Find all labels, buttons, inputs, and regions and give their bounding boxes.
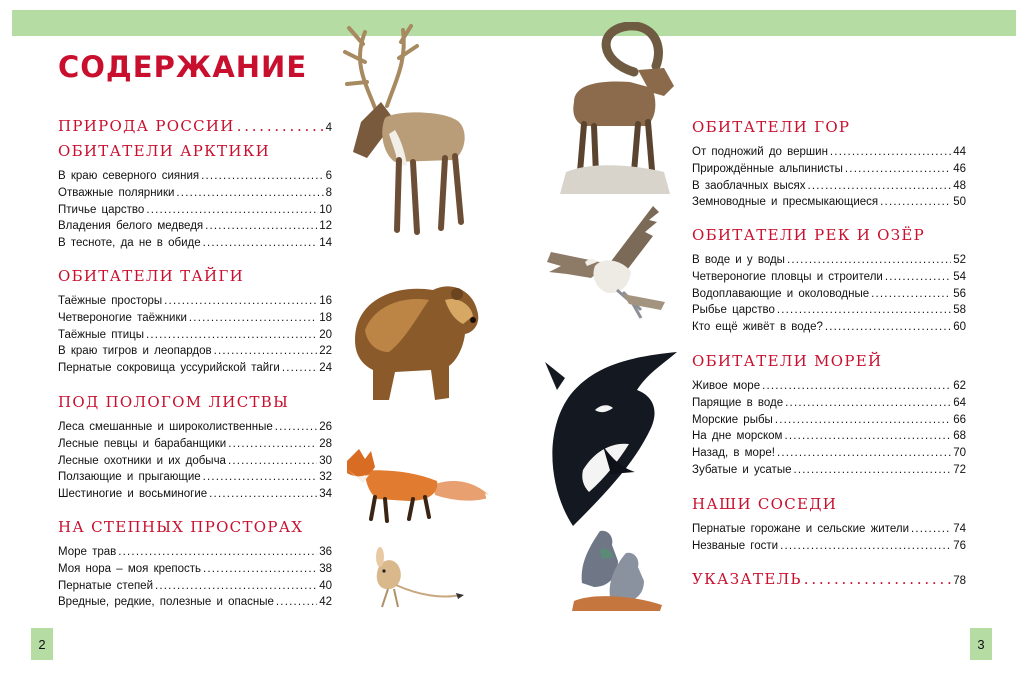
leader-dots — [845, 163, 951, 175]
toc-entry[interactable] — [692, 380, 966, 397]
toc-heading-seas[interactable] — [692, 352, 966, 374]
toc-entry[interactable] — [58, 295, 332, 312]
entry-title: Пернатые горожане и сельские жители — [692, 523, 909, 535]
entry-page: 72 — [953, 463, 966, 476]
entry-title: Владения белого медведя — [58, 220, 204, 233]
toc-section-index — [692, 570, 966, 592]
entry-title: Лесные певцы и барабанщики — [58, 437, 227, 450]
entry-page: 54 — [953, 270, 966, 283]
leader-dots — [189, 312, 317, 324]
entry-page: 74 — [953, 523, 966, 535]
leader-dots — [146, 204, 317, 216]
entry-title: Кто ещё живёт в воде? — [692, 321, 823, 334]
leader-dots — [205, 220, 317, 232]
entry-page: 30 — [319, 454, 332, 467]
entry-page: 62 — [953, 380, 966, 392]
toc-entry[interactable] — [692, 414, 966, 431]
entry-title: В краю тигров и леопардов — [58, 345, 212, 358]
entry-title: Моя нора – моя крепость — [58, 562, 202, 575]
toc-entry[interactable] — [58, 471, 332, 488]
leader-dots — [155, 580, 317, 592]
leader-dots — [825, 321, 951, 333]
entry-title: Вредные, редкие, полезные и опасные — [58, 596, 274, 609]
toc-entry[interactable] — [58, 546, 332, 563]
entry-title: Шестиногие и восьминогие — [58, 488, 208, 501]
toc-heading-arctic[interactable] — [58, 142, 332, 164]
leader-dots — [228, 455, 317, 467]
toc-heading-forest[interactable] — [58, 393, 332, 415]
leader-dots — [880, 196, 951, 208]
leader-dots — [777, 447, 951, 459]
entry-page: 20 — [319, 328, 332, 341]
entry-title: Незваные гости — [692, 539, 779, 552]
toc-entry[interactable] — [692, 464, 966, 481]
toc-heading-steppe[interactable] — [58, 518, 332, 540]
entry-page: 64 — [953, 396, 966, 409]
entry-page: 50 — [953, 196, 966, 209]
entry-page: 8 — [325, 186, 332, 199]
entry-page: 26 — [319, 421, 332, 433]
toc-entry[interactable] — [692, 430, 966, 447]
section-title: ПРИРОДА РОССИИ — [58, 117, 235, 135]
entry-title: Четвероногие таёжники — [58, 311, 187, 324]
leader-dots — [282, 362, 317, 374]
toc-section-taiga — [58, 267, 332, 379]
section-title: ОБИТАТЕЛИ РЕК И ОЗЁР — [692, 226, 926, 244]
toc-entry[interactable] — [692, 271, 966, 288]
toc-entry[interactable] — [692, 146, 966, 163]
entry-page: 18 — [319, 311, 332, 324]
entry-title: Морские рыбы — [692, 413, 773, 426]
toc-entry[interactable] — [692, 397, 966, 414]
entry-page: 36 — [319, 546, 332, 558]
toc-heading-neighbors[interactable] — [692, 495, 966, 517]
entry-page: 34 — [319, 488, 332, 501]
toc-entry[interactable] — [58, 220, 332, 237]
toc-section-mountains — [692, 118, 966, 213]
entry-title: Лесные охотники и их добыча — [58, 454, 226, 467]
toc-heading-taiga[interactable] — [58, 267, 332, 289]
toc-entry[interactable] — [692, 540, 966, 557]
toc-entry[interactable] — [58, 488, 332, 505]
entry-page: 70 — [953, 447, 966, 460]
leader-dots — [830, 146, 951, 158]
leader-dots — [775, 414, 951, 426]
entry-title: Море трав — [58, 546, 117, 558]
brown-bear-icon — [345, 270, 487, 408]
leader-dots — [146, 329, 317, 341]
entry-page: 46 — [953, 162, 966, 175]
leader-dots — [203, 237, 318, 249]
entry-page: 38 — [319, 562, 332, 575]
entry-title: В воде и у воды — [692, 254, 785, 266]
entry-title: В тесноте, да не в обиде — [58, 237, 201, 250]
toc-heading-rivers[interactable] — [692, 226, 966, 248]
entry-page: 12 — [319, 220, 332, 233]
entry-title: В заоблачных высях — [692, 179, 806, 192]
entry-title: Назад, в море! — [692, 447, 775, 460]
leader-dots — [214, 345, 318, 357]
entry-title: Рыбье царство — [692, 304, 775, 317]
leader-dots — [777, 304, 951, 316]
entry-title: Четвероногие пловцы и строители — [692, 270, 883, 283]
fox-icon — [343, 445, 493, 525]
leader-dots — [784, 430, 951, 442]
section-page: 4 — [325, 122, 332, 134]
reindeer-icon — [335, 22, 475, 250]
toc-section-nature — [58, 117, 332, 139]
top-color-band — [12, 10, 1016, 36]
leader-dots — [808, 180, 952, 192]
leader-dots — [780, 540, 951, 552]
toc-section-steppe — [58, 518, 332, 613]
toc-entry[interactable] — [692, 321, 966, 338]
toc-entry[interactable] — [692, 447, 966, 464]
section-page: 78 — [953, 575, 966, 587]
toc-section-neighbors — [692, 495, 966, 557]
entry-page: 44 — [953, 146, 966, 158]
toc-entry[interactable] — [58, 596, 332, 613]
toc-section-arctic — [58, 142, 332, 254]
toc-entry[interactable] — [692, 180, 966, 197]
entry-page: 56 — [953, 287, 966, 300]
osprey-icon — [545, 200, 673, 328]
entry-title: Пернатые степей — [58, 579, 154, 592]
entry-page: 14 — [319, 237, 332, 250]
entry-page: 22 — [319, 345, 332, 358]
leader-dots — [804, 570, 951, 588]
toc-entry[interactable] — [692, 523, 966, 540]
jerboa-icon — [348, 545, 466, 611]
pigeons-icon — [572, 525, 664, 611]
entry-page: 40 — [319, 579, 332, 592]
entry-page: 48 — [953, 179, 966, 192]
toc-entry[interactable] — [58, 329, 332, 346]
entry-page: 6 — [325, 170, 332, 182]
section-title: ОБИТАТЕЛИ ТАЙГИ — [58, 267, 245, 285]
toc-entry[interactable] — [58, 187, 332, 204]
entry-page: 60 — [953, 321, 966, 334]
section-title: НА СТЕПНЫХ ПРОСТОРАХ — [58, 518, 304, 536]
entry-title: Отважные полярники — [58, 186, 175, 199]
entry-page: 42 — [319, 596, 332, 609]
toc-entry[interactable] — [58, 312, 332, 329]
leader-dots — [201, 170, 323, 182]
toc-heading-mountains[interactable] — [692, 118, 966, 140]
section-title: УКАЗАТЕЛЬ — [692, 570, 802, 588]
entry-title: Ползающие и прыгающие — [58, 471, 201, 484]
section-title: ПОД ПОЛОГОМ ЛИСТВЫ — [58, 393, 290, 411]
leader-dots — [203, 471, 318, 483]
toc-entry[interactable] — [58, 563, 332, 580]
entry-title: Леса смешанные и широколиственные — [58, 421, 273, 433]
toc-entry[interactable] — [58, 170, 332, 187]
section-title: НАШИ СОСЕДИ — [692, 495, 838, 513]
section-title: ОБИТАТЕЛИ АРКТИКИ — [58, 142, 271, 160]
leader-dots — [164, 295, 317, 307]
entry-page: 10 — [319, 203, 332, 216]
leader-dots — [118, 546, 317, 558]
toc-entry[interactable] — [58, 455, 332, 472]
entry-page: 76 — [953, 539, 966, 552]
entry-page: 66 — [953, 413, 966, 426]
toc-entry[interactable] — [58, 421, 332, 438]
leader-dots — [203, 563, 317, 575]
toc-entry[interactable] — [58, 438, 332, 455]
leader-dots — [209, 488, 317, 500]
leader-dots — [237, 117, 324, 135]
entry-page: 24 — [319, 362, 332, 375]
section-title: ОБИТАТЕЛИ ГОР — [692, 118, 851, 136]
page-number-right: 3 — [970, 628, 992, 660]
entry-title: Водоплавающие и околоводные — [692, 287, 870, 300]
toc-entry[interactable] — [58, 345, 332, 362]
entry-title: Таёжные птицы — [58, 328, 144, 341]
entry-title: Птичье царство — [58, 203, 145, 216]
toc-entry[interactable] — [692, 196, 966, 213]
entry-title: На дне морском — [692, 430, 783, 443]
orca-icon — [543, 350, 681, 528]
leader-dots — [871, 288, 951, 300]
toc-section-forest — [58, 393, 332, 505]
section-title: ОБИТАТЕЛИ МОРЕЙ — [692, 352, 883, 370]
leader-dots — [228, 438, 317, 450]
entry-title: Прирождённые альпинисты — [692, 162, 843, 175]
entry-page: 58 — [953, 304, 966, 317]
leader-dots — [176, 187, 323, 199]
toc-entry[interactable] — [692, 163, 966, 180]
page-number-left: 2 — [31, 628, 53, 660]
toc-entry[interactable] — [58, 204, 332, 221]
toc-entry[interactable] — [58, 362, 332, 379]
entry-title: Парящие в воде — [692, 396, 784, 409]
entry-title: Земноводные и пресмыкающиеся — [692, 196, 879, 209]
leader-dots — [762, 380, 951, 392]
entry-title: Живое море — [692, 380, 761, 392]
entry-page: 28 — [319, 437, 332, 450]
toc-entry[interactable] — [692, 288, 966, 305]
entry-page: 32 — [319, 471, 332, 484]
page-title: СОДЕРЖАНИЕ — [58, 50, 308, 84]
leader-dots — [911, 523, 951, 535]
toc-entry[interactable] — [692, 304, 966, 321]
toc-heading-nature[interactable] — [58, 117, 332, 139]
toc-section-rivers — [692, 226, 966, 338]
ibex-icon — [560, 22, 678, 197]
entry-title: Таёжные просторы — [58, 295, 163, 307]
entry-page: 68 — [953, 430, 966, 443]
toc-section-seas — [692, 352, 966, 481]
toc-entry[interactable] — [692, 254, 966, 271]
entry-title: Пернатые сокровища уссурийской тайги — [58, 362, 280, 375]
entry-page: 52 — [953, 254, 966, 266]
entry-title: В краю северного сияния — [58, 170, 200, 182]
toc-entry[interactable] — [58, 580, 332, 597]
entry-title: От подножий до вершин — [692, 146, 828, 158]
entry-title: Зубатые и усатые — [692, 463, 792, 476]
leader-dots — [785, 397, 951, 409]
leader-dots — [787, 254, 951, 266]
leader-dots — [276, 596, 317, 608]
toc-entry[interactable] — [58, 237, 332, 254]
leader-dots — [275, 421, 317, 433]
toc-heading-index[interactable] — [692, 570, 966, 592]
leader-dots — [793, 464, 951, 476]
entry-page: 16 — [319, 295, 332, 307]
leader-dots — [885, 271, 951, 283]
